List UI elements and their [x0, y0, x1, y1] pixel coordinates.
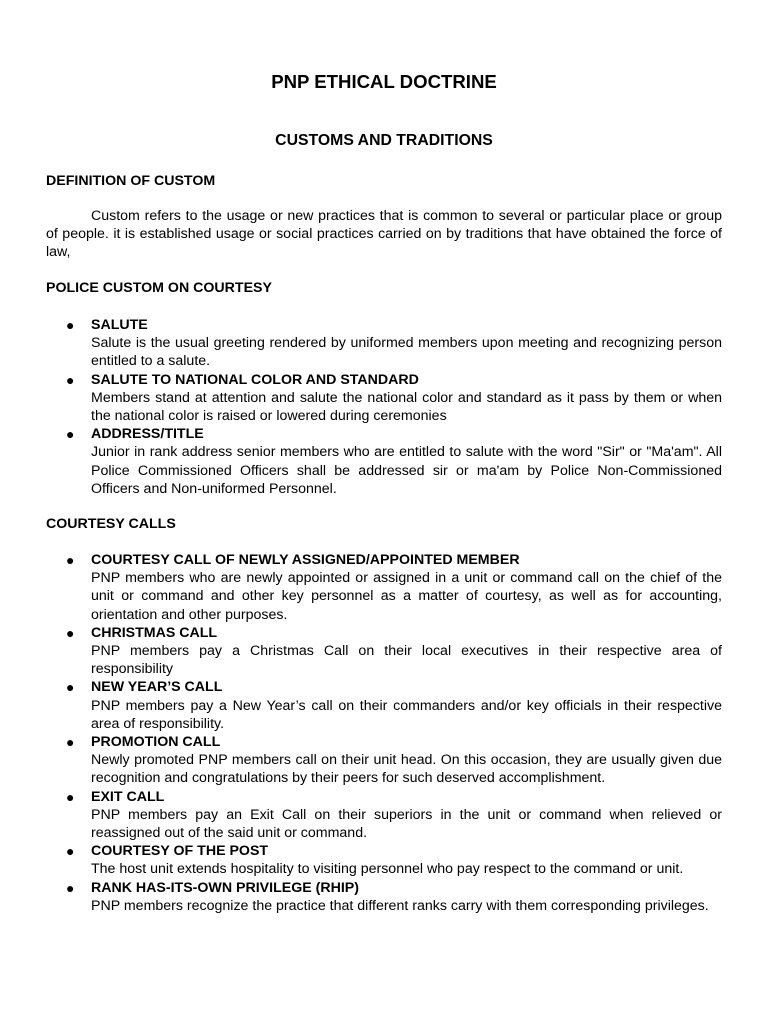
definition-paragraph: Custom refers to the usage or new practices that is common to several or particular place or group of people. it is established usage or social practices carried on by traditions that have obtained the force of law,	[46, 208, 722, 261]
list-item	[46, 624, 722, 679]
bullet-icon: ●	[66, 679, 75, 696]
list-item	[46, 842, 722, 878]
document-subtitle: CUSTOMS AND TRADITIONS	[275, 132, 493, 149]
document-title: PNP ETHICAL DOCTRINE	[271, 71, 497, 92]
item-body: PNP members pay an Exit Call on their superiors in the unit or command when relieved or reassigned out of the said unit or command.	[91, 806, 722, 842]
bullet-icon: ●	[66, 624, 75, 641]
definition-heading: DEFINITION OF CUSTOM	[46, 173, 216, 189]
item-body: Members stand at attention and salute the national color and standard as it pass by them or when the national color is raised or lowered during ceremonies	[91, 389, 722, 425]
item-title: RANK HAS-ITS-OWN PRIVILEGE (RHIP)	[91, 879, 359, 896]
list-item	[46, 316, 722, 371]
item-title: PROMOTION CALL	[91, 734, 221, 751]
courtesy-calls-list	[46, 551, 722, 915]
list-item	[46, 733, 722, 788]
courtesy-custom-heading: POLICE CUSTOM ON COURTESY	[46, 280, 272, 296]
bullet-icon: ●	[66, 317, 75, 333]
item-body: PNP members pay a Christmas Call on their local executives in their respective area of responsibility	[91, 643, 722, 678]
bullet-icon: ●	[66, 734, 75, 751]
item-title: COURTESY CALL OF NEWLY ASSIGNED/APPOINTED MEMBER	[91, 552, 520, 568]
item-body: Junior in rank address senior members who are entitled to salute with the word "Sir" or "Ma'am". All Police Commissioned Officers shall be addressed sir or ma'am by Police Non-Commissioned Officers and Non-uniformed Personnel.	[91, 444, 722, 497]
item-title: SALUTE	[91, 317, 148, 333]
courtesy-custom-list	[46, 316, 722, 498]
bullet-icon: ●	[66, 552, 75, 568]
list-item	[46, 879, 722, 915]
bullet-icon: ●	[66, 879, 75, 896]
item-body: Salute is the usual greeting rendered by uniformed members upon meeting and recognizing person entitled to a salute.	[91, 335, 722, 370]
bullet-icon: ●	[66, 426, 75, 443]
bullet-icon: ●	[66, 371, 75, 388]
list-item	[46, 678, 722, 733]
courtesy-calls-heading: COURTESY CALLS	[46, 516, 176, 532]
list-item	[46, 551, 722, 624]
item-body: The host unit extends hospitality to visiting personnel who pay respect to the command or unit.	[91, 861, 684, 878]
bullet-icon: ●	[66, 843, 75, 860]
item-body: Newly promoted PNP members call on their unit head. On this occasion, they are usually given due recognition and congratulations by their peers for such deserved accomplishment.	[91, 752, 722, 787]
item-title: ADDRESS/TITLE	[91, 426, 204, 443]
item-title: NEW YEAR’S CALL	[91, 679, 223, 696]
bullet-icon: ●	[66, 788, 75, 805]
item-title: SALUTE TO NATIONAL COLOR AND STANDARD	[91, 371, 419, 388]
list-item	[46, 425, 722, 498]
item-title: COURTESY OF THE POST	[91, 843, 269, 860]
item-title: CHRISTMAS CALL	[91, 624, 218, 641]
list-item	[46, 371, 722, 426]
item-title: EXIT CALL	[91, 788, 165, 805]
item-body: PNP members pay a New Year’s call on their commanders and/or key officials in their respective area of responsibility.	[91, 697, 722, 732]
list-item	[46, 788, 722, 843]
item-body: PNP members recognize the practice that different ranks carry with them corresponding privileges.	[91, 897, 709, 914]
item-body: PNP members who are newly appointed or assigned in a unit or command call on the chief of the unit or command and other key personnel as a matter of courtesy, as well as for accounting, orientation and other purposes.	[91, 570, 722, 623]
